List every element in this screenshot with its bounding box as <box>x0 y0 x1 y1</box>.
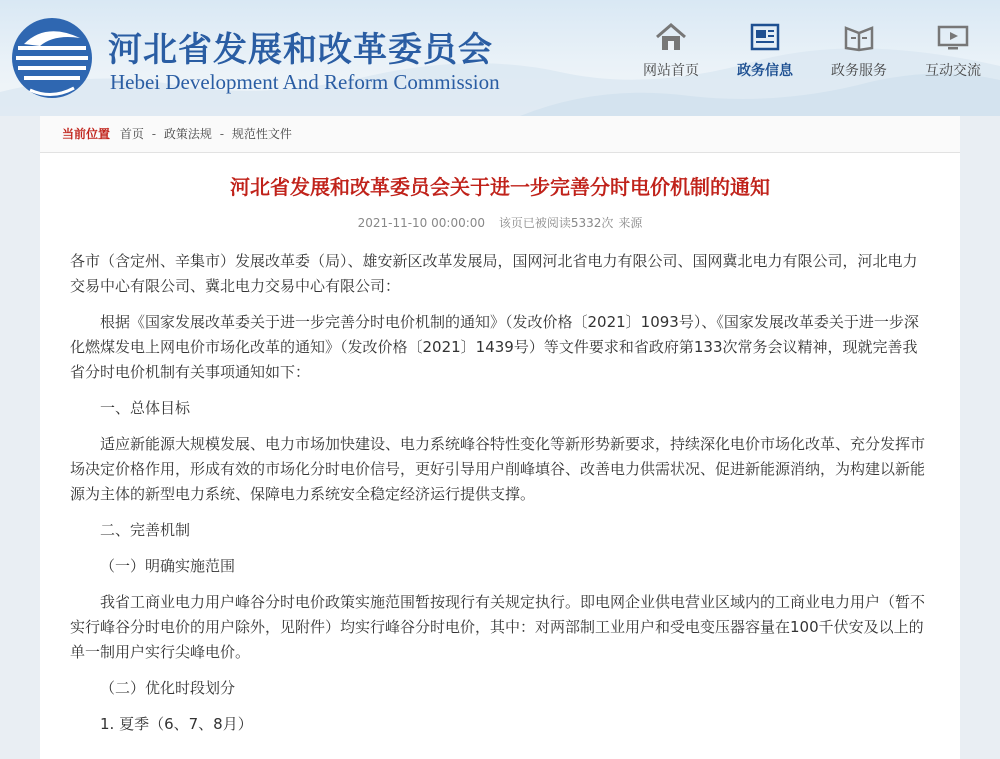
nav-label-home: 网站首页 <box>643 63 699 79</box>
nav-item-interaction[interactable] <box>906 22 1000 80</box>
subsection-heading-scope: （一）明确实施范围 <box>100 557 236 575</box>
article-title: 河北省发展和改革委员会关于进一步完善分时电价机制的通知 <box>230 175 770 199</box>
nav-item-news[interactable] <box>718 22 812 80</box>
breadcrumb-policy[interactable]: 政策法规 <box>163 127 212 141</box>
article-body <box>40 249 960 737</box>
subsection-heading-periods: （二）优化时段划分 <box>100 679 236 697</box>
article-views: 该页已被阅读5332次 <box>498 216 614 230</box>
paragraph-goal: 适应新能源大规模发展、电力市场加快建设、电力系统峰谷特性变化等新形势新要求，持续深化电价市场化改革、充分发挥市场决定价格作用，形成有效的市场化分时电价信号，更好引导用户削峰填谷、改善电力供需状况、促进新能源消纳，为构建以新能源为主体的新型电力系统、保障电力系统安全稳定经济运行提供支撑。 <box>70 435 926 503</box>
site-header <box>0 0 1000 116</box>
nav-label-interaction: 互动交流 <box>925 63 981 79</box>
home-icon <box>654 22 688 52</box>
main-nav <box>624 22 1000 80</box>
nav-item-service[interactable] <box>812 22 906 80</box>
paragraph-basis: 根据《国家发展改革委关于进一步完善分时电价机制的通知》（发改价格〔2021〕1093号）、《国家发展改革委关于进一步深化燃煤发电上网电价市场化改革的通知》（发改价格〔2021〕1439号）等文件要求和省政府第133次常务会议精神，现就完善我省分时电价机制有关事项通知如下： <box>70 313 919 381</box>
service-icon <box>842 22 876 52</box>
paragraph-scope: 我省工商业电力用户峰谷分时电价政策实施范围暂按现行有关规定执行。即电网企业供电营业区域内的工商业电力用户（暂不实行峰谷分时电价的用户除外，见附件）均实行峰谷分时电价，其中：对两部制工业用户和受电变压器容量在100千伏安及以上的单一制用户实行尖峰电价。 <box>70 593 926 661</box>
breadcrumb-normative-docs[interactable]: 规范性文件 <box>231 127 292 141</box>
nav-item-home[interactable] <box>624 22 718 80</box>
breadcrumb-separator: - <box>219 127 225 141</box>
section-heading-goal: 一、总体目标 <box>100 399 191 417</box>
article-container <box>40 116 960 759</box>
site-title-cn[interactable]: 河北省发展和改革委员会 <box>108 30 493 70</box>
breadcrumb-label: 当前位置 <box>62 127 111 141</box>
list-item-summer: 1. 夏季（6、7、8月） <box>100 715 253 733</box>
nav-label-service: 政务服务 <box>831 63 887 79</box>
breadcrumb <box>40 116 960 153</box>
article-source: 来源 <box>618 216 643 230</box>
breadcrumb-separator: - <box>151 127 157 141</box>
site-title-en[interactable]: Hebei Development And Reform Commission <box>110 70 500 94</box>
news-icon <box>748 22 782 52</box>
section-heading-mechanism: 二、完善机制 <box>100 521 191 539</box>
nav-label-news: 政务信息 <box>737 63 793 79</box>
article-date: 2021-11-10 00:00:00 <box>357 216 486 230</box>
commission-logo[interactable] <box>10 16 94 100</box>
paragraph-addressees: 各市（含定州、辛集市）发展改革委（局）、雄安新区改革发展局，国网河北省电力有限公司、国网冀北电力有限公司，河北电力交易中心有限公司、冀北电力交易中心有限公司： <box>70 252 918 295</box>
article-meta <box>40 214 960 231</box>
breadcrumb-home[interactable]: 首页 <box>119 127 144 141</box>
interaction-icon <box>936 22 970 52</box>
